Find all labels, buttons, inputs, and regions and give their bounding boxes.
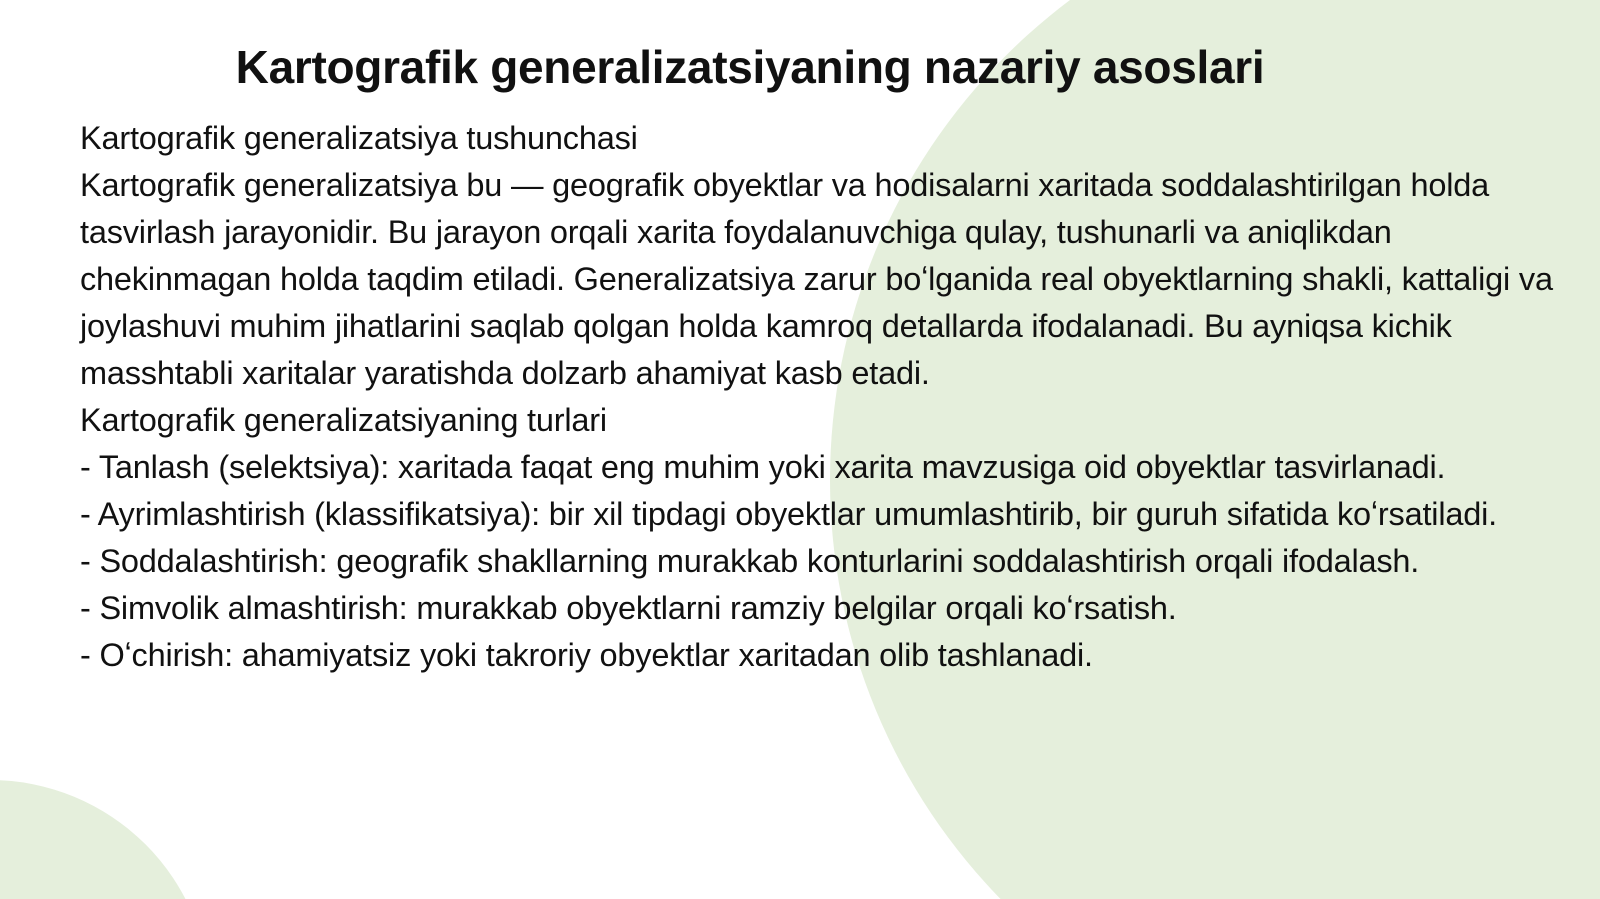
type-item-classification: - Ayrimlashtirish (klassifikatsiya): bir xil tipdagi obyektlar umumlashtirib, bir guruh sifatida koʻrsatiladi. [80,496,1497,532]
type-item-selection: - Tanlash (selektsiya): xaritada faqat eng muhim yoki xarita mavzusiga oid obyektlar tasvirlanadi. [80,449,1446,485]
type-item-symbolization: - Simvolik almashtirish: murakkab obyektlarni ramziy belgilar orqali koʻrsatish. [80,590,1177,626]
concept-text: Kartografik generalizatsiya bu — geografik obyektlar va hodisalarni xaritada soddalashtirilgan holda tasvirlash jarayonidir. Bu jarayon orqali xarita foydalanuvchiga qulay, tushunarli va aniqlikdan chekinmagan holda taqdim etiladi. Generalizatsiya zarur boʻlganida real obyektlarning shakli, kattaligi va joylashuvi muhim jihatlarini saqlab qolgan holda kamroq detallarda ifodalanadi. Bu ayniqsa kichik masshtabli xaritalar yaratishda dolzarb ahamiyat kasb etadi. [80,167,1553,391]
type-item-elimination: - Oʻchirish: ahamiyatsiz yoki takroriy obyektlar xaritadan olib tashlanadi. [80,637,1093,673]
slide-title: Kartografik generalizatsiyaning nazariy asoslari [235,41,1265,93]
type-item-simplification: - Soddalashtirish: geografik shakllarning murakkab konturlarini soddalashtirish orqali ifodalash. [80,543,1420,579]
slide-body [80,115,1560,679]
concept-heading: Kartografik generalizatsiya tushunchasi [80,120,638,156]
background-corner-shape [0,780,210,899]
types-heading: Kartografik generalizatsiyaning turlari [80,402,607,438]
